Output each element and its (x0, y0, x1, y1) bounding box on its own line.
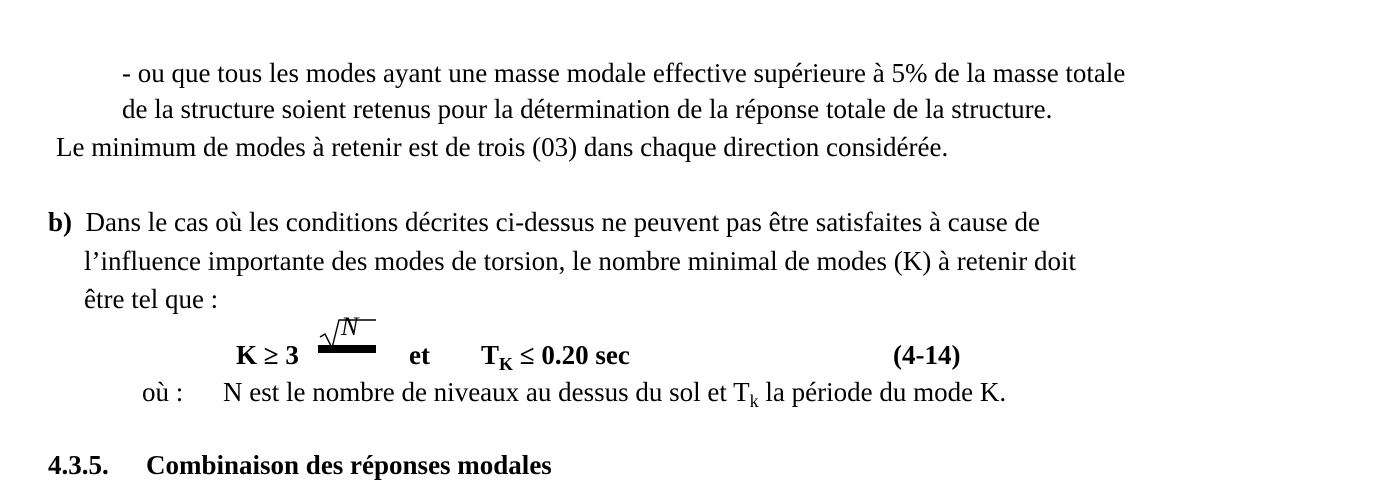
formula-lhs (236, 342, 299, 369)
where-text-after: la période du mode K. (758, 377, 1007, 407)
line-text: - ou que tous les modes ayant une masse modale effective supérieure à 5% de la masse totale (122, 58, 1126, 88)
where-text-before: N est le nombre de niveaux au dessus du sol et T (223, 377, 750, 407)
equation-number-text: (4-14) (893, 340, 961, 370)
where-definition (223, 377, 1007, 411)
paragraph-line-1 (122, 60, 1125, 87)
period-bound: ≤ 0.20 sec (513, 340, 630, 370)
where-subscript: k (749, 391, 759, 411)
equation-number (893, 342, 960, 369)
section-b-label: b) (48, 207, 73, 237)
where-label: où : (142, 377, 184, 407)
formula-lhs-text: K ≥ 3 (236, 340, 299, 370)
where-clause (142, 379, 183, 406)
line-text: Dans le cas où les conditions décrites ci-dessus ne peuvent pas être satisfaites à cause de (85, 207, 1040, 237)
period-symbol: T (481, 340, 500, 370)
section-title-text: Combinaison des réponses modales (146, 450, 552, 480)
formula-sqrt (314, 312, 376, 352)
section-b-line-3 (84, 286, 218, 313)
section-b-line-1 (48, 209, 1040, 236)
formula-connector (409, 342, 430, 369)
section-number: 4.3.5. (48, 450, 109, 480)
sqrt-variable: N (341, 312, 359, 341)
formula-period-condition (481, 340, 630, 374)
line-text: l’influence importante des modes de torsion, le nombre minimal de modes (K) à retenir doit (84, 246, 1076, 276)
paragraph-line-2 (122, 96, 1052, 123)
section-heading (48, 452, 109, 479)
line-text: Le minimum de modes à retenir est de trois (03) dans chaque direction considérée. (56, 132, 949, 162)
line-text: être tel que : (84, 284, 219, 314)
sqrt-underline-bar (318, 345, 376, 353)
section-b-line-2 (84, 248, 1076, 275)
formula-connector-text: et (409, 340, 430, 370)
sqrt-expression (314, 312, 376, 352)
line-text: de la structure soient retenus pour la détermination de la réponse totale de la structure. (122, 94, 1053, 124)
period-subscript: K (499, 354, 514, 374)
section-title (146, 452, 552, 479)
paragraph-line-3 (56, 134, 948, 161)
